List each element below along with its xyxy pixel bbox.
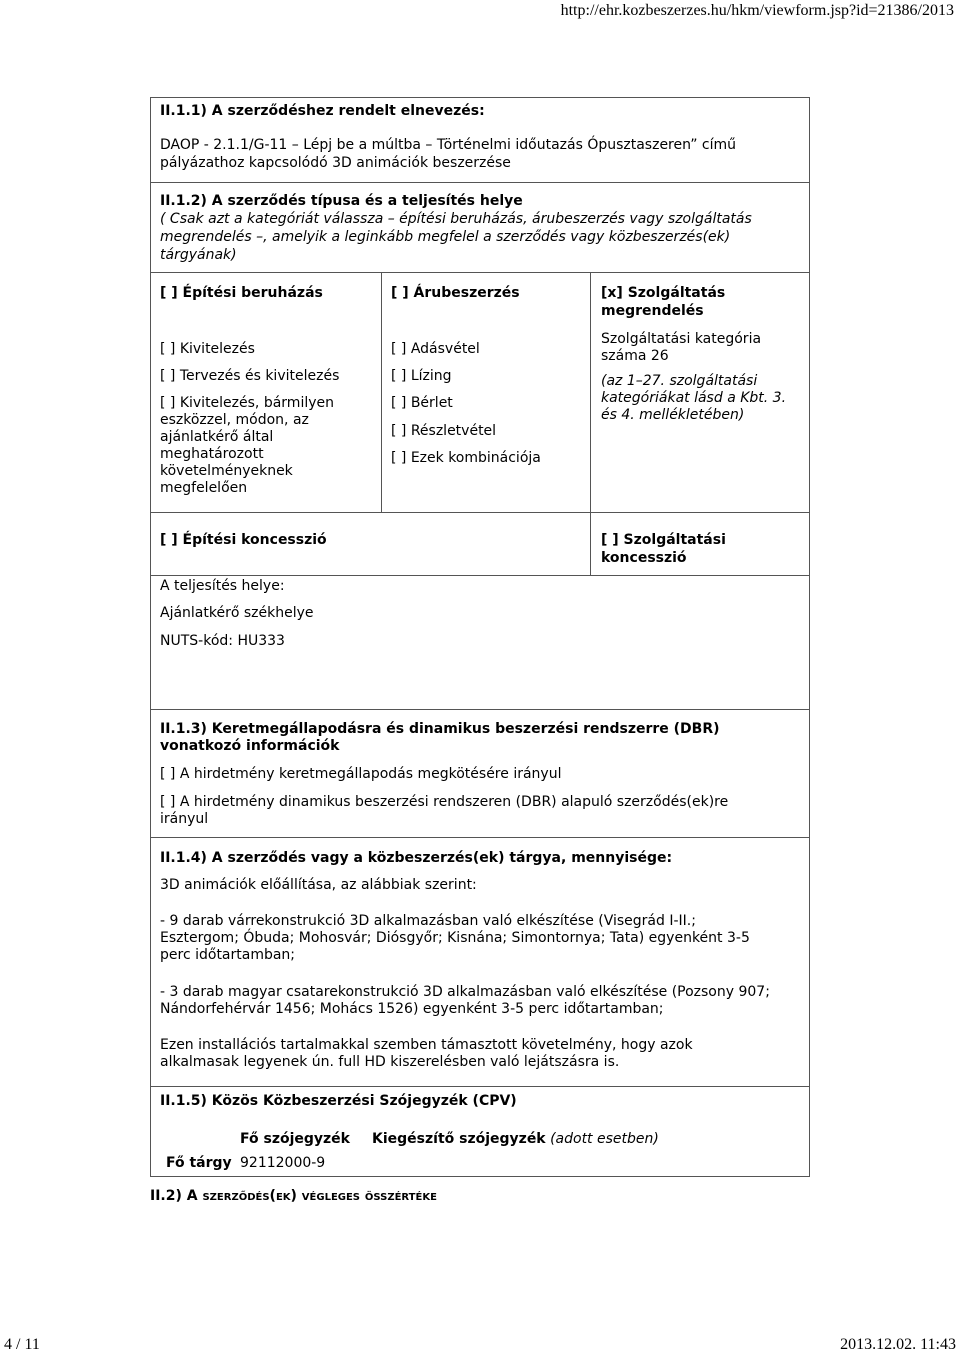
- building-option-3-line: megfelelően: [160, 480, 248, 496]
- category-services-line1: [x] Szolgáltatás: [601, 285, 726, 301]
- building-option-3-line: követelményeknek: [160, 463, 293, 479]
- building-option-3-line: ajánlatkérő által: [160, 429, 274, 445]
- building-option-2: [ ] Tervezés és kivitelezés: [160, 368, 340, 384]
- dps-option-line1: [ ] A hirdetmény dinamikus beszerzési rendszeren (DBR) alapuló szerződés(ek)re: [160, 794, 729, 810]
- supplies-option-5: [ ] Ezek kombinációja: [391, 450, 541, 466]
- section-title-111: II.1.1) A szerződéshez rendelt elnevezés:: [160, 103, 485, 119]
- divider: [150, 575, 810, 576]
- subject-battles-line: Nándorfehérvár 1456; Mohács 1526) egyenként 3-5 perc időtartamban;: [160, 1001, 664, 1017]
- section-title-113-line1: II.1.3) Keretmegállapodásra és dinamikus beszerzési rendszerre (DBR): [160, 721, 720, 737]
- divider: [150, 182, 810, 183]
- building-option-1: [ ] Kivitelezés: [160, 341, 255, 357]
- section-title-114: II.1.4) A szerződés vagy a közbeszerzés(ek) tárgya, mennyisége:: [160, 850, 673, 866]
- service-category-line2: száma 26: [601, 348, 669, 364]
- service-note-line: (az 1–27. szolgáltatási: [601, 373, 758, 389]
- instruction-line1: ( Csak azt a kategóriát válassza – építési beruházás, árubeszerzés vagy szolgáltatás: [160, 211, 752, 227]
- building-option-3-line: [ ] Kivitelezés, bármilyen: [160, 395, 334, 411]
- section-title-113: [160, 721, 720, 755]
- divider: [150, 272, 810, 273]
- service-category-line1: Szolgáltatási kategória: [601, 331, 762, 347]
- contract-name-line2: pályázathoz kapcsolódó 3D animációk beszerzése: [160, 155, 511, 171]
- category-supplies: [ ] Árubeszerzés: [391, 285, 520, 301]
- page-number: 4 / 11: [4, 1336, 40, 1353]
- divider: [150, 512, 810, 513]
- subject-intro: 3D animációk előállítása, az alábbiak szerint:: [160, 877, 477, 893]
- subject-battles: [160, 984, 770, 1018]
- service-category-note: [601, 373, 786, 424]
- concession-services-line1: [ ] Szolgáltatási: [601, 532, 726, 548]
- dps-option: [160, 794, 728, 828]
- subject-castles-line: Esztergom; Óbuda; Mohosvár; Diósgyőr; Kisnána; Simontornya; Tata) egyenként 3-5: [160, 930, 750, 946]
- subject-castles-line: perc időtartamban;: [160, 947, 296, 963]
- page-url: http://ehr.kozbeszerzes.hu/hkm/viewform.jsp?id=21386/2013: [560, 2, 954, 19]
- nuts-code: NUTS-kód: HU333: [160, 633, 285, 649]
- category-services-line2: megrendelés: [601, 303, 704, 319]
- concession-building: [ ] Építési koncesszió: [160, 532, 327, 548]
- column-divider: [381, 272, 382, 512]
- cpv-row-label: Fő tárgy: [166, 1155, 232, 1171]
- supplies-option-1: [ ] Adásvétel: [391, 341, 480, 357]
- supplies-option-3: [ ] Bérlet: [391, 395, 453, 411]
- section-12-prefix: II.2) A: [150, 1188, 203, 1204]
- category-building-works: [ ] Építési beruházás: [160, 285, 323, 301]
- dps-option-line2: irányul: [160, 811, 209, 827]
- subject-requirements-line: alkalmasak legyenek ún. full HD kiszerelésben való lejátszásra is.: [160, 1054, 620, 1070]
- column-divider: [590, 272, 591, 575]
- divider: [150, 709, 810, 710]
- framework-option: [ ] A hirdetmény keretmegállapodás megkötésére irányul: [160, 766, 562, 782]
- cpv-extra-header: [372, 1131, 659, 1148]
- service-category: [601, 331, 761, 365]
- section-title-115: II.1.5) Közös Közbeszerzési Szójegyzék (CPV): [160, 1093, 517, 1109]
- section-title-113-line2: vonatkozó információk: [160, 738, 340, 754]
- building-option-3-line: eszközzel, módon, az: [160, 412, 309, 428]
- building-option-3: [160, 395, 334, 497]
- subject-requirements: [160, 1037, 693, 1071]
- service-note-line: kategóriákat lásd a Kbt. 3.: [601, 390, 787, 406]
- supplies-option-2: [ ] Lízing: [391, 368, 452, 384]
- place-label: A teljesítés helye:: [160, 578, 285, 594]
- divider: [150, 1086, 810, 1087]
- cpv-extra-header-note: (adott esetben): [550, 1131, 659, 1147]
- supplies-option-4: [ ] Részletvétel: [391, 423, 497, 439]
- subject-castles-line: - 9 darab várrekonstrukció 3D alkalmazásban való elkészítése (Visegrád I-II.;: [160, 913, 696, 929]
- section-title-12: [150, 1188, 437, 1205]
- contract-name-line1: DAOP - 2.1.1/G-11 – Lépj be a múltba – Történelmi időutazás Ópusztaszeren” című: [160, 137, 737, 153]
- cpv-main-code: 92112000-9: [240, 1155, 326, 1171]
- concession-services-line2: koncesszió: [601, 550, 687, 566]
- section-title-112: II.1.2) A szerződés típusa és a teljesítés helye: [160, 193, 523, 209]
- place-value: Ajánlatkérő székhelye: [160, 605, 314, 621]
- building-option-3-line: meghatározott: [160, 446, 264, 462]
- cpv-extra-header-label: Kiegészítő szójegyzék: [372, 1131, 546, 1147]
- divider: [150, 837, 810, 838]
- subject-battles-line: - 3 darab magyar csatarekonstrukció 3D alkalmazásban való elkészítése (Pozsony 907;: [160, 984, 770, 1000]
- instruction-line3: tárgyának): [160, 247, 237, 263]
- cpv-main-header: Fő szójegyzék: [240, 1131, 350, 1147]
- section-12-title: szerződés(ek) végleges összértéke: [202, 1188, 437, 1204]
- subject-castles: [160, 913, 750, 964]
- service-note-line: és 4. mellékletében): [601, 407, 745, 423]
- subject-requirements-line: Ezen installációs tartalmakkal szemben támasztott követelmény, hogy azok: [160, 1037, 693, 1053]
- instruction-line2: megrendelés –, amelyik a leginkább megfelel a szerződés vagy közbeszerzés(ek): [160, 229, 731, 245]
- print-datetime: 2013.12.02. 11:43: [840, 1336, 956, 1353]
